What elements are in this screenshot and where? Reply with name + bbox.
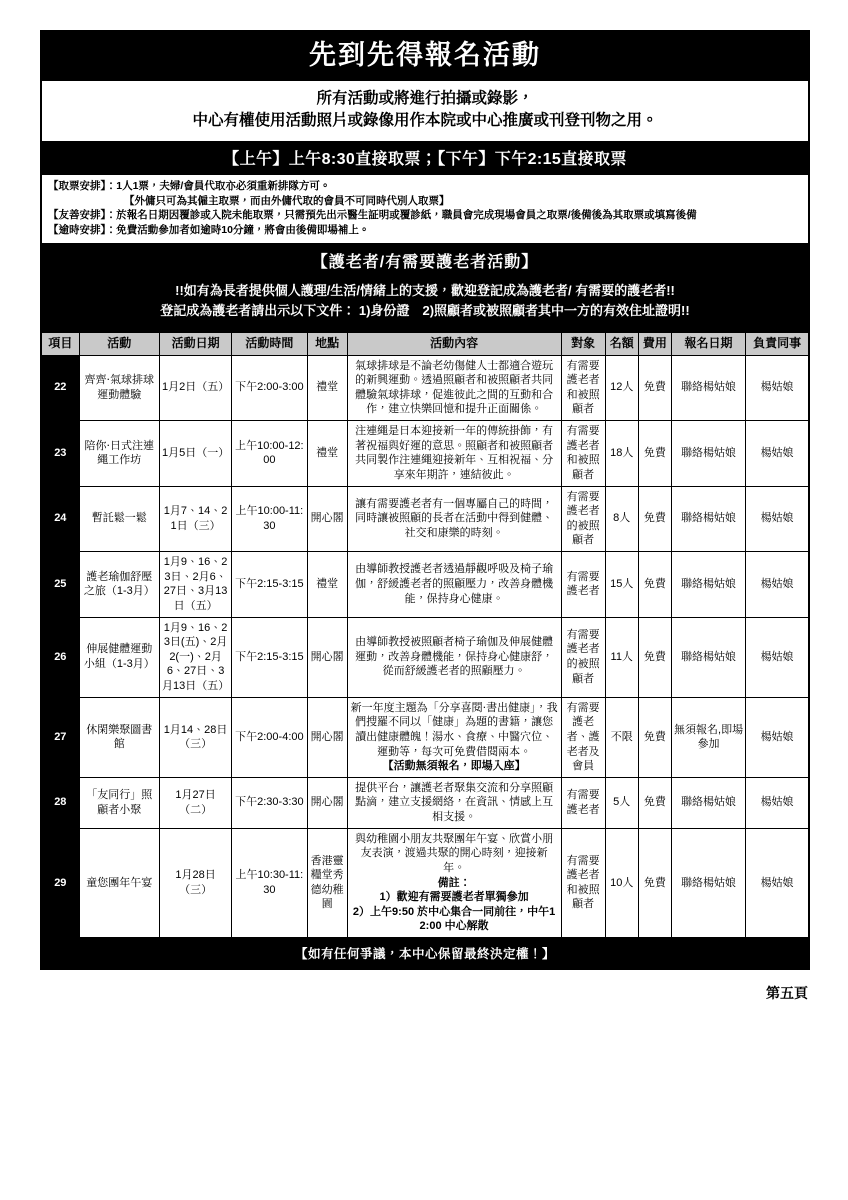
arrangement-ticket: 【取票安排】：1人1票，夫婦/會員代取亦必須重新排隊方可。 xyxy=(48,179,331,192)
activity-fee-cell: 免費 xyxy=(638,697,671,777)
activity-time-cell: 下午2:00-3:00 xyxy=(232,355,307,421)
activity-schedule-table xyxy=(40,331,810,940)
activity-signup-cell: 聯絡楊姑娘 xyxy=(671,486,745,552)
activity-content-cell xyxy=(347,777,561,828)
arrangements-notes xyxy=(42,175,808,244)
activity-time-cell: 下午2:15-3:15 xyxy=(232,617,307,697)
activity-content-cell xyxy=(347,421,561,487)
activity-quota-cell: 12人 xyxy=(605,355,638,421)
photo-notice-line-1: 所有活動或將進行拍攝或錄影， xyxy=(316,89,534,107)
activity-name-cell: 陪你‧日式注連繩工作坊 xyxy=(79,421,159,487)
activity-target-cell: 有需要護老者的被照顧者 xyxy=(561,617,605,697)
activity-date-cell: 1月5日（一） xyxy=(159,421,231,487)
activity-signup-cell: 聯絡楊姑娘 xyxy=(671,828,745,938)
activity-signup-cell: 聯絡楊姑娘 xyxy=(671,421,745,487)
activity-content-cell xyxy=(347,617,561,697)
activity-date-cell: 1月14、28日（三） xyxy=(159,697,231,777)
activity-place-cell: 禮堂 xyxy=(307,355,347,421)
activity-staff-cell: 楊姑娘 xyxy=(746,552,809,618)
activity-signup-cell: 聯絡楊姑娘 xyxy=(671,552,745,618)
activity-staff-cell: 楊姑娘 xyxy=(746,697,809,777)
arrangement-late: 【逾時安排】：免費活動參加者如逾時10分鐘，將會由後備即場補上。 xyxy=(48,224,370,237)
table-row xyxy=(41,777,809,828)
row-index-cell: 29 xyxy=(41,828,79,938)
activity-fee-cell: 免費 xyxy=(638,777,671,828)
activity-target-cell: 有需要護老者和被照顧者 xyxy=(561,355,605,421)
activity-place-cell: 禮堂 xyxy=(307,421,347,487)
activity-fee-cell: 免費 xyxy=(638,828,671,938)
activity-time-cell: 下午2:30-3:30 xyxy=(232,777,307,828)
carer-body-line-2: 登記成為護老者請出示以下文件： 1)身份證 2)照顧者或被照顧者其中一方的有效住址證明!! xyxy=(160,303,690,319)
col-header-time: 活動時間 xyxy=(232,332,307,356)
activity-signup-cell: 無須報名,即場參加 xyxy=(671,697,745,777)
table-row xyxy=(41,617,809,697)
col-header-target: 對象 xyxy=(561,332,605,356)
row-index-cell: 22 xyxy=(41,355,79,421)
activity-content-text: 由導師教授護老者透過靜觀呼吸及椅子瑜伽，舒緩護老者的照顧壓力，改善身體機能，保持身心健康。 xyxy=(355,563,554,605)
activity-staff-cell: 楊姑娘 xyxy=(746,777,809,828)
activity-staff-cell: 楊姑娘 xyxy=(746,421,809,487)
table-header-row xyxy=(41,332,809,356)
activity-place-cell: 開心閣 xyxy=(307,777,347,828)
activity-name-cell: 休閑樂聚圖書館 xyxy=(79,697,159,777)
activity-quota-cell: 8人 xyxy=(605,486,638,552)
activity-name-cell: 伸展健體運動小組（1-3月） xyxy=(79,617,159,697)
activity-place-cell: 開心閣 xyxy=(307,617,347,697)
activity-quota-cell: 18人 xyxy=(605,421,638,487)
activity-staff-cell: 楊姑娘 xyxy=(746,828,809,938)
activity-place-cell: 開心閣 xyxy=(307,697,347,777)
col-header-date: 活動日期 xyxy=(159,332,231,356)
activity-content-text: 由導師教授被照顧者椅子瑜伽及伸展健體運動，改善身體機能，保持身心健康舒，從而舒緩護老者的照顧壓力。 xyxy=(355,636,554,678)
activity-signup-cell: 聯絡楊姑娘 xyxy=(671,777,745,828)
activity-date-cell: 1月2日（五） xyxy=(159,355,231,421)
activity-content-text: 與幼稚園小朋友共聚團年午宴、欣賞小朋友表演，渡過共聚的開心時刻，迎接新年。 xyxy=(355,832,554,874)
row-index-cell: 28 xyxy=(41,777,79,828)
activity-content-cell xyxy=(347,552,561,618)
activity-content-text: 新一年度主題為「分享喜閱‧書出健康」，我們搜羅不同以「健康」為題的書籍，讓您讀出健康體魄！湯水、食療、中醫穴位、運動等，每次可免費借閱兩本。 xyxy=(350,701,558,758)
page-number: 第五頁 xyxy=(766,985,808,1002)
activity-date-cell: 1月28日（三） xyxy=(159,828,231,938)
table-row xyxy=(41,828,809,938)
col-header-activity: 活動 xyxy=(79,332,159,356)
activity-fee-cell: 免費 xyxy=(638,617,671,697)
row-index-cell: 25 xyxy=(41,552,79,618)
row-index-cell: 23 xyxy=(41,421,79,487)
activity-target-cell: 有需要護老者、護老者及會員 xyxy=(561,697,605,777)
disclaimer-bar: 【如有任何爭議，本中心保留最終決定權！】 xyxy=(40,939,810,970)
activity-quota-cell: 不限 xyxy=(605,697,638,777)
carer-section-title: 【護老者/有需要護老者活動】 xyxy=(42,243,808,279)
activity-date-cell: 1月27日（二） xyxy=(159,777,231,828)
col-header-index: 項目 xyxy=(41,332,79,356)
activity-time-cell: 下午2:15-3:15 xyxy=(232,552,307,618)
activity-content-cell xyxy=(347,486,561,552)
table-row xyxy=(41,552,809,618)
activity-time-cell: 上午10:00-11:30 xyxy=(232,486,307,552)
col-header-place: 地點 xyxy=(307,332,347,356)
activity-date-cell: 1月9、16、23日(五)、2月2(一)、2月6、27日、3月13日（五） xyxy=(159,617,231,697)
activity-fee-cell: 免費 xyxy=(638,552,671,618)
photo-notice-line-2: 中心有權使用活動照片或錄像用作本院或中心推廣或刊登刊物之用。 xyxy=(192,112,658,130)
activity-place-cell: 開心閣 xyxy=(307,486,347,552)
row-index-cell: 27 xyxy=(41,697,79,777)
activity-time-cell: 下午2:00-4:00 xyxy=(232,697,307,777)
activity-content-text: 注連繩是日本迎接新一年的傳統掛飾，有著祝福與好運的意思。照顧者和被照顧者共同製作注連繩迎接新年、互相祝福、分享來年期許，連結彼此。 xyxy=(355,425,554,481)
activity-fee-cell: 免費 xyxy=(638,421,671,487)
activity-name-cell: 童您團年午宴 xyxy=(79,828,159,938)
table-row xyxy=(41,486,809,552)
activity-name-cell: 「友同行」照顧者小聚 xyxy=(79,777,159,828)
activity-target-cell: 有需要護老者 xyxy=(561,552,605,618)
activity-target-cell: 有需要護老者的被照顧者 xyxy=(561,486,605,552)
row-index-cell: 26 xyxy=(41,617,79,697)
activity-quota-cell: 10人 xyxy=(605,828,638,938)
col-header-signup: 報名日期 xyxy=(671,332,745,356)
activity-place-cell: 香港靈糧堂秀德幼稚園 xyxy=(307,828,347,938)
activity-target-cell: 有需要護老者和被照顧者 xyxy=(561,828,605,938)
activity-content-note: 【活動無須報名，即場入座】 xyxy=(382,760,526,773)
table-header xyxy=(41,332,809,356)
col-header-quota: 名額 xyxy=(605,332,638,356)
col-header-content: 活動內容 xyxy=(347,332,561,356)
activity-staff-cell: 楊姑娘 xyxy=(746,617,809,697)
activity-content-text: 讓有需要護老者有一個專屬自己的時間，同時讓被照顧的長者在活動中得到健體、社交和康樂的時刻。 xyxy=(355,497,554,540)
col-header-staff: 負責同事 xyxy=(746,332,809,356)
table-row xyxy=(41,697,809,777)
arrangement-helper: 【外傭只可為其僱主取票，而由外傭代取的會員不可同時代別人取票】 xyxy=(124,194,450,207)
table-row xyxy=(41,355,809,421)
activity-date-cell: 1月9、16、23日、2月6、27日、3月13日（五） xyxy=(159,552,231,618)
page-title: 先到先得報名活動 xyxy=(42,32,808,81)
activity-content-cell xyxy=(347,697,561,777)
activity-name-cell: 齊齊‧氣球排球運動體驗 xyxy=(79,355,159,421)
activity-staff-cell: 楊姑娘 xyxy=(746,486,809,552)
activity-fee-cell: 免費 xyxy=(638,486,671,552)
activity-content-text: 氣球排球是不論老幼傷健人士都適合遊玩的新興運動。透過照顧者和被照顧者共同體驗氣球排球，促進彼此之間的互動和合作，建立快樂回憶和提升正面關係。 xyxy=(355,359,554,416)
row-index-cell: 24 xyxy=(41,486,79,552)
table-body xyxy=(41,355,809,938)
ticket-pickup-bar: 【上午】上午8:30直接取票；【下午】下午2:15直接取票 xyxy=(42,141,808,175)
activity-content-text: 提供平台，讓護老者聚集交流和分享照顧點滴，建立支援網絡，在資訊、情感上互相支援。 xyxy=(355,781,554,824)
activity-place-cell: 禮堂 xyxy=(307,552,347,618)
activity-time-cell: 上午10:30-11:30 xyxy=(232,828,307,938)
activity-time-cell: 上午10:00-12:00 xyxy=(232,421,307,487)
activity-content-cell xyxy=(347,355,561,421)
carer-body-line-1: !!如有為長者提供個人護理/生活/情緒上的支援，歡迎登記成為護老者/ 有需要的護老者!! xyxy=(175,283,675,299)
activity-content-note: 備註： 1）歡迎有需要護老者單獨參加 2）上午9:50 於中心集合一同前往，中午12:00 中心解散 xyxy=(352,876,556,933)
activity-signup-cell: 聯絡楊姑娘 xyxy=(671,355,745,421)
activity-name-cell: 護老瑜伽舒壓之旅（1-3月） xyxy=(79,552,159,618)
activity-date-cell: 1月7、14、21日（三） xyxy=(159,486,231,552)
activity-quota-cell: 15人 xyxy=(605,552,638,618)
carer-section-body xyxy=(42,279,808,330)
activity-target-cell: 有需要護老者和被照顧者 xyxy=(561,421,605,487)
document-header-frame xyxy=(40,30,810,331)
activity-quota-cell: 11人 xyxy=(605,617,638,697)
activity-fee-cell: 免費 xyxy=(638,355,671,421)
activity-staff-cell: 楊姑娘 xyxy=(746,355,809,421)
activity-name-cell: 暫託鬆一鬆 xyxy=(79,486,159,552)
col-header-fee: 費用 xyxy=(638,332,671,356)
table-row xyxy=(41,421,809,487)
photo-notice xyxy=(42,81,808,141)
activity-target-cell: 有需要護老者 xyxy=(561,777,605,828)
activity-signup-cell: 聯絡楊姑娘 xyxy=(671,617,745,697)
arrangement-friendly: 【友善安排】：於報名日期因覆診或入院未能取票，只需預先出示醫生証明或覆診紙，職員會完成現場會員之取票/後備後為其取票或填寫後備 xyxy=(48,209,697,222)
activity-content-cell xyxy=(347,828,561,938)
activity-quota-cell: 5人 xyxy=(605,777,638,828)
